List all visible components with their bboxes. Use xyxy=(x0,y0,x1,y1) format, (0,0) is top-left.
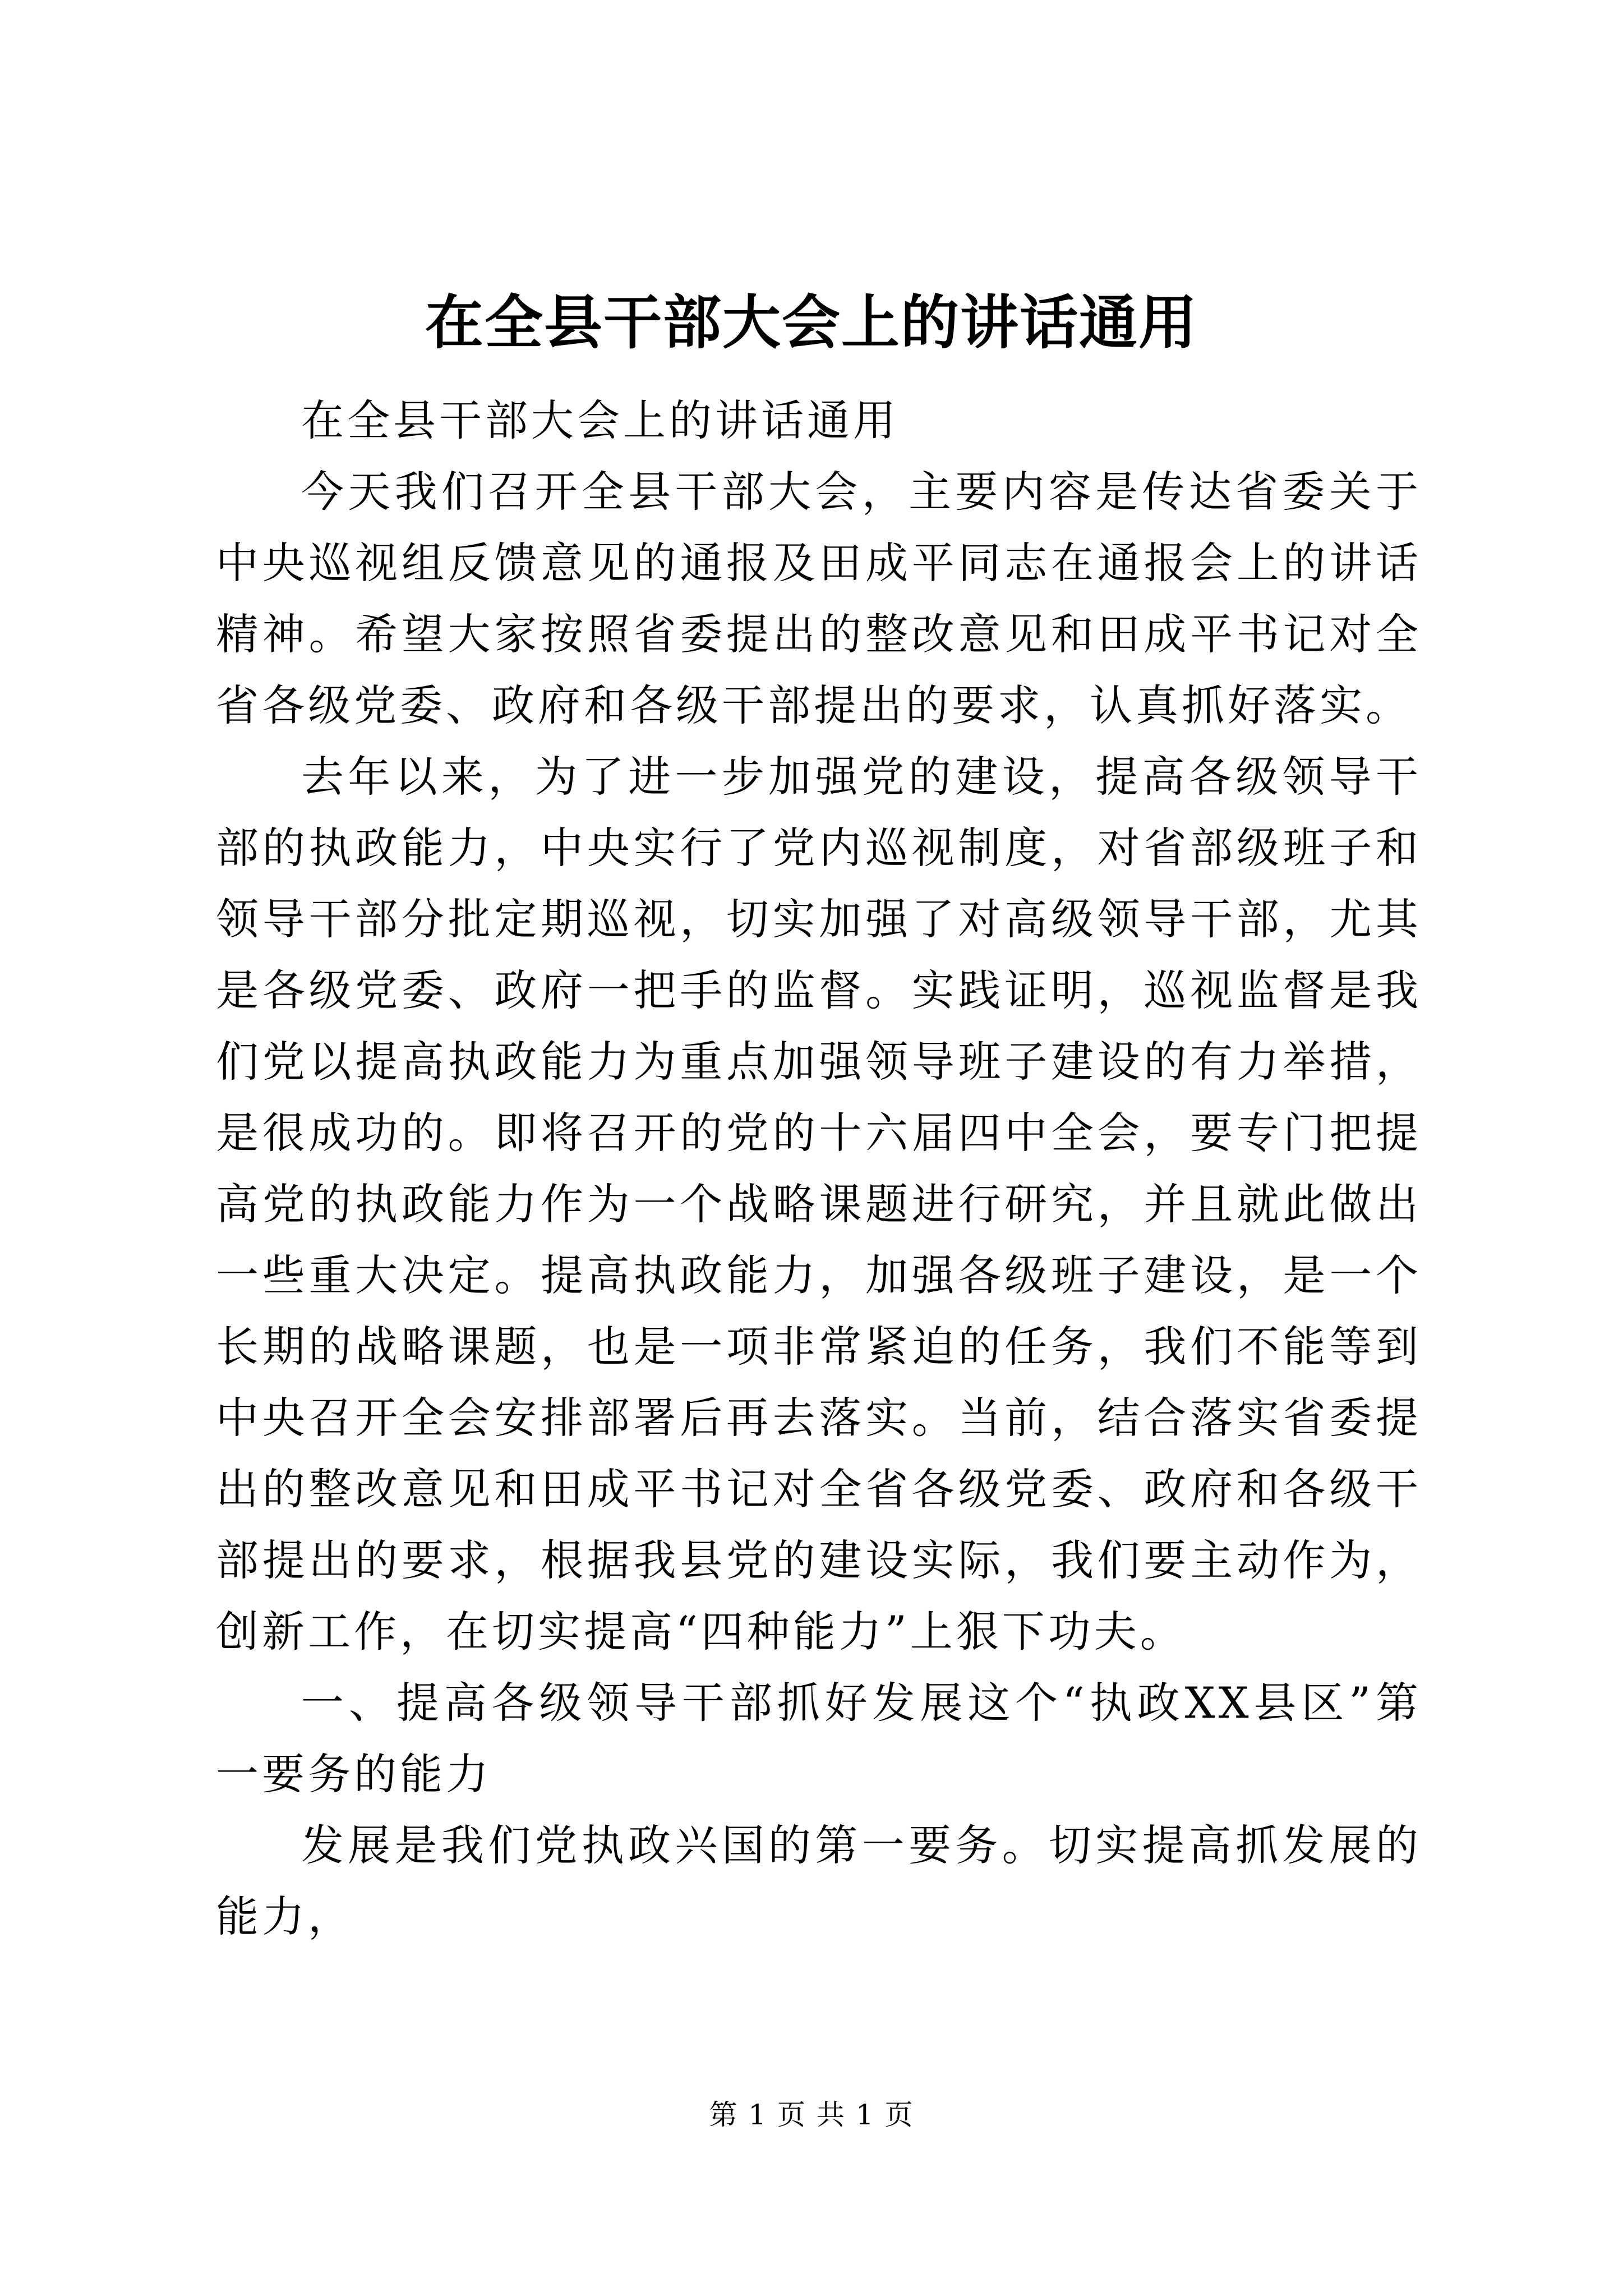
page-footer: 第 1 页 共 1 页 xyxy=(709,2099,914,2131)
paragraph-subtitle: 在全县干部大会上的讲话通用 xyxy=(301,395,899,445)
paragraph-intro: 今天我们召开全县干部大会，主要内容是传达省委关于中央巡视组反馈意见的通报及田成平同志在通报会上的讲话精神。希望大家按照省委提出的整改意见和田成平书记对全省各级党委、政府和各级干部提出的要求，认真抓好落实。 xyxy=(216,467,1422,730)
paragraph-development: 发展是我们党执政兴国的第一要务。切实提高抓发展的能力， xyxy=(216,1820,1422,1941)
document-title: 在全县干部大会上的讲话通用 xyxy=(425,288,1198,357)
section-heading-1: 一、提高各级领导干部抓好发展这个“执政XX县区”第一要务的能力 xyxy=(216,1678,1422,1799)
document-body xyxy=(216,385,1422,1952)
paragraph-background: 去年以来，为了进一步加强党的建设，提高各级领导干部的执政能力，中央实行了党内巡视制度，对省部级班子和领导干部分批定期巡视，切实加强了对高级领导干部，尤其是各级党委、政府一把手的监督。实践证明，巡视监督是我们党以提高执政能力为重点加强领导班子建设的有力举措，是很成功的。即将召开的党的十六届四中全会，要专门把提高党的执政能力作为一个战略课题进行研究，并且就此做出一些重大决定。提高执政能力，加强各级班子建设，是一个长期的战略课题，也是一项非常紧迫的任务，我们不能等到中央召开全会安排部署后再去落实。当前，结合落实省委提出的整改意见和田成平书记对全省各级党委、政府和各级干部提出的要求，根据我县党的建设实际，我们要主动作为，创新工作，在切实提高“四种能力”上狠下功夫。 xyxy=(216,752,1422,1657)
